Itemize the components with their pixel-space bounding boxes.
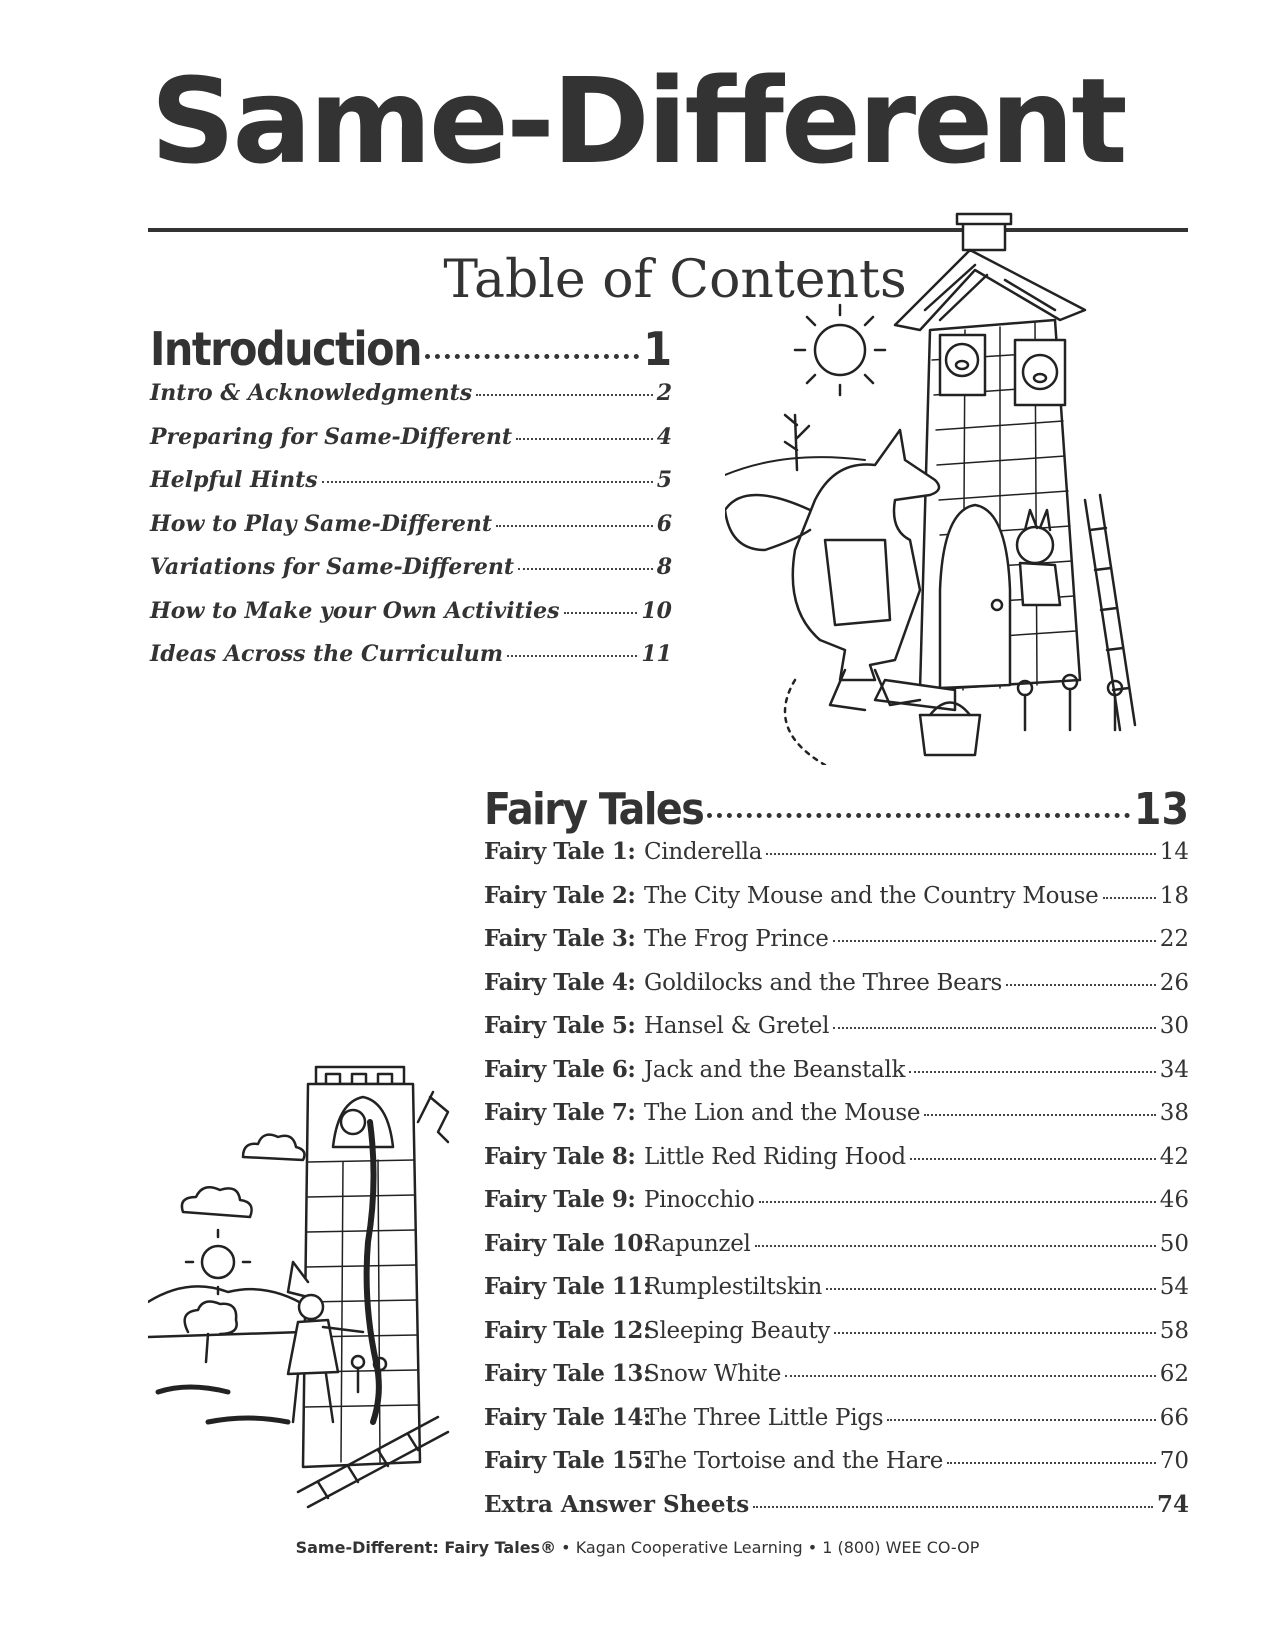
fairy-tales-list <box>484 838 1189 1534</box>
leader-dots <box>425 354 639 359</box>
leader-dots <box>826 1288 1156 1290</box>
fairy-tale-page: 66 <box>1159 1404 1189 1431</box>
leader-dots <box>476 394 653 396</box>
fairy-tale-entry[interactable] <box>484 1317 1189 1361</box>
fairy-tale-title: Jack and the Beanstalk <box>644 1056 906 1083</box>
fairy-tale-title: The Tortoise and the Hare <box>644 1448 944 1474</box>
fairy-tale-number: Fairy Tale 12: <box>484 1316 651 1344</box>
page-footer <box>0 1538 1275 1557</box>
fairy-tale-page: 62 <box>1159 1361 1189 1387</box>
toc-entry-title: Ideas Across the Curriculum <box>150 641 504 667</box>
toc-entry-page: 10 <box>641 597 672 624</box>
toc-entry-page: 8 <box>656 554 672 580</box>
fairy-tale-number: Fairy Tale 11: <box>484 1273 651 1300</box>
fairy-tale-number: Fairy Tale 10: <box>484 1229 651 1257</box>
leader-dots <box>785 1375 1156 1377</box>
fairy-tale-entry[interactable] <box>484 1012 1189 1056</box>
toc-entry[interactable] <box>150 598 672 642</box>
fairy-tale-number: Fairy Tale 13: <box>484 1360 651 1387</box>
three-little-pigs-wolf-illustration <box>725 210 1195 765</box>
footer-book-title: Same-Different: Fairy Tales® <box>295 1538 557 1557</box>
fairy-tale-page: 14 <box>1159 839 1189 865</box>
leader-dots <box>516 438 653 440</box>
fairy-tale-title: Snow White <box>644 1361 782 1387</box>
toc-entry[interactable] <box>150 467 672 511</box>
fairy-tale-number: Fairy Tale 7: <box>484 1099 636 1126</box>
fairy-tale-page: 26 <box>1159 969 1189 996</box>
fairy-tale-title: The Lion and the Mouse <box>644 1100 921 1126</box>
leader-dots <box>910 1158 1156 1160</box>
fairy-tale-page: 22 <box>1159 926 1189 952</box>
fairy-tale-page: 30 <box>1159 1013 1189 1039</box>
leader-dots <box>1103 897 1156 899</box>
fairy-tale-entry[interactable] <box>484 1273 1189 1317</box>
fairy-tale-title: The City Mouse and the Country Mouse <box>644 882 1099 909</box>
fairy-tale-title: Sleeping Beauty <box>644 1317 831 1344</box>
fairy-tale-title: The Frog Prince <box>644 926 829 952</box>
leader-dots <box>924 1114 1155 1116</box>
toc-entry[interactable] <box>150 554 672 598</box>
fairy-tales-label: Fairy Tales <box>484 784 704 835</box>
fairy-tale-number: Fairy Tale 2: <box>484 881 636 909</box>
toc-entry-title: Variations for Same-Different <box>150 554 515 580</box>
fairy-tale-number: Fairy Tale 8: <box>484 1142 636 1170</box>
toc-entry-title: How to Play Same-Different <box>150 510 493 537</box>
fairy-tale-entry[interactable] <box>484 925 1189 969</box>
fairy-tale-page: 70 <box>1159 1448 1189 1474</box>
fairy-tale-page: 42 <box>1159 1143 1189 1170</box>
leader-dots <box>834 1332 1156 1334</box>
fairy-tale-title: The Three Little Pigs <box>644 1404 884 1431</box>
toc-entry-title: Helpful Hints <box>150 467 318 493</box>
fairy-tale-title: Hansel & Gretel <box>644 1013 830 1039</box>
fairy-tale-page: 50 <box>1159 1230 1189 1257</box>
toc-entry-page: 5 <box>656 467 672 493</box>
toc-entry[interactable] <box>150 641 672 685</box>
fairy-tale-number: Fairy Tale 14: <box>484 1403 651 1431</box>
leader-dots <box>909 1071 1156 1073</box>
fairy-tale-number: Fairy Tale 3: <box>484 925 636 952</box>
leader-dots <box>507 655 637 657</box>
introduction-label: Introduction <box>150 322 421 376</box>
fairy-tale-page: 34 <box>1159 1056 1189 1083</box>
fairy-tale-page: 54 <box>1159 1274 1189 1300</box>
fairy-tale-entry[interactable] <box>484 882 1189 926</box>
rapunzel-tower-illustration <box>148 1062 468 1532</box>
fairy-tale-page: 18 <box>1159 882 1189 909</box>
introduction-heading[interactable] <box>150 322 672 376</box>
toc-entry[interactable] <box>150 511 672 555</box>
leader-dots <box>518 568 653 570</box>
toc-entry[interactable] <box>150 380 672 424</box>
leader-dots <box>564 612 638 614</box>
toc-entry-title: How to Make your Own Activities <box>150 597 560 624</box>
fairy-tale-entry[interactable] <box>484 1143 1189 1187</box>
fairy-tale-entry[interactable] <box>484 1360 1189 1404</box>
leader-dots <box>759 1201 1156 1203</box>
footer-publisher: • Kagan Cooperative Learning • 1 (800) WEE CO-OP <box>556 1538 980 1557</box>
fairy-tale-entry[interactable] <box>484 1447 1189 1491</box>
toc-entry-page: 6 <box>656 510 672 537</box>
toc-entry[interactable] <box>150 424 672 468</box>
toc-entry-page: 2 <box>656 380 672 406</box>
fairy-tale-title: Rapunzel <box>644 1230 751 1257</box>
fairy-tale-page: 38 <box>1159 1100 1189 1126</box>
leader-dots <box>496 525 653 527</box>
extra-answer-sheets-page: 74 <box>1156 1490 1189 1518</box>
leader-dots <box>753 1506 1153 1508</box>
fairy-tales-page: 13 <box>1133 784 1189 835</box>
fairy-tale-entry[interactable] <box>484 838 1189 882</box>
fairy-tale-number: Fairy Tale 6: <box>484 1055 636 1083</box>
leader-dots <box>833 1027 1156 1029</box>
introduction-page: 1 <box>643 322 672 376</box>
page-title: Same-Different <box>150 52 1125 190</box>
extra-answer-sheets-title: Extra Answer Sheets <box>484 1490 750 1518</box>
leader-dots <box>833 940 1156 942</box>
fairy-tale-number: Fairy Tale 9: <box>484 1186 636 1213</box>
leader-dots <box>755 1245 1156 1247</box>
fairy-tale-entry[interactable] <box>484 1404 1189 1448</box>
fairy-tale-number: Fairy Tale 1: <box>484 838 636 865</box>
leader-dots <box>947 1462 1156 1464</box>
fairy-tale-number: Fairy Tale 4: <box>484 968 636 996</box>
fairy-tale-page: 46 <box>1159 1187 1189 1213</box>
fairy-tale-entry[interactable] <box>484 1230 1189 1274</box>
fairy-tale-page: 58 <box>1159 1317 1189 1344</box>
toc-entry-title: Intro & Acknowledgments <box>150 380 473 406</box>
fairy-tale-entry[interactable] <box>484 1099 1189 1143</box>
fairy-tale-title: Little Red Riding Hood <box>644 1143 906 1170</box>
toc-entry-page: 11 <box>641 641 672 667</box>
fairy-tale-title: Rumplestiltskin <box>644 1274 823 1300</box>
fairy-tale-title: Goldilocks and the Three Bears <box>644 969 1003 996</box>
toc-heading: Table of Contents <box>443 250 907 310</box>
leader-dots <box>1006 984 1156 986</box>
fairy-tales-heading[interactable] <box>484 784 1189 835</box>
toc-entry-page: 4 <box>656 423 672 450</box>
fairy-tale-entry[interactable] <box>484 969 1189 1013</box>
extra-answer-sheets-entry[interactable] <box>484 1491 1189 1535</box>
leader-dots <box>887 1419 1156 1421</box>
leader-dots <box>322 481 653 483</box>
toc-entry-title: Preparing for Same-Different <box>150 423 513 450</box>
introduction-list <box>150 380 672 685</box>
leader-dots <box>766 853 1156 855</box>
fairy-tale-number: Fairy Tale 5: <box>484 1012 636 1039</box>
fairy-tale-entry[interactable] <box>484 1056 1189 1100</box>
leader-dots <box>707 813 1130 818</box>
fairy-tale-title: Pinocchio <box>644 1187 755 1213</box>
fairy-tale-title: Cinderella <box>644 839 763 865</box>
fairy-tale-number: Fairy Tale 15: <box>484 1447 651 1474</box>
fairy-tale-entry[interactable] <box>484 1186 1189 1230</box>
